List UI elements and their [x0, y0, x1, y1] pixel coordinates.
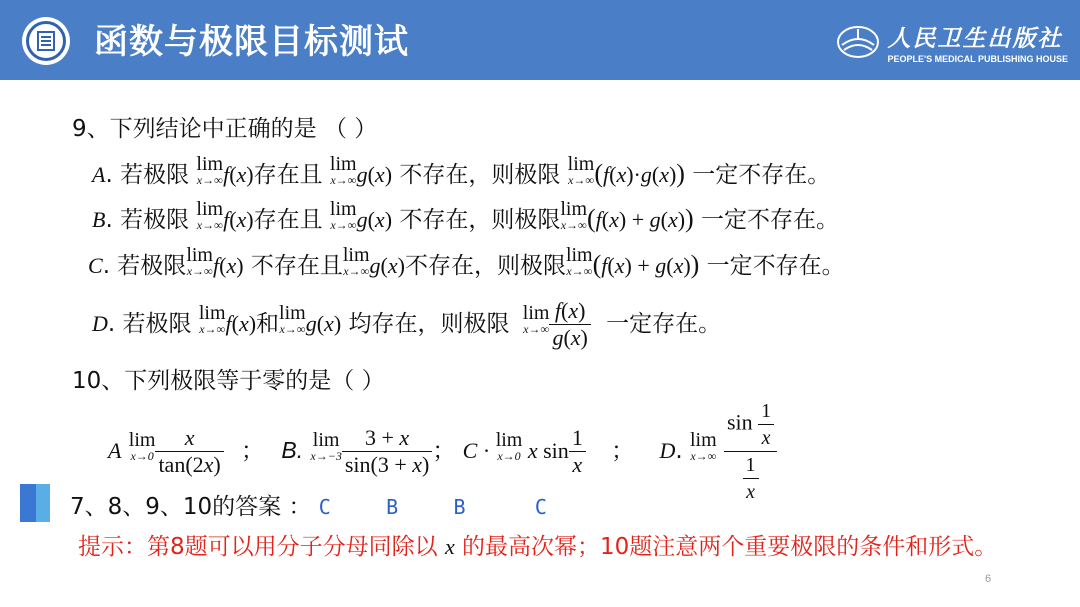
question-10-stem: 10、下列极限等于零的是（ ） — [72, 368, 385, 394]
question-9-option-d: D. 若极限 lim x→∞ f(x)和lim x→∞ g(x) 均存在，则极限 lim x→∞ $\frac{f(x)}{g(x)}$ 一定存在。 — [92, 298, 722, 350]
answer-marker-light — [36, 484, 50, 522]
hint-text: 提示：第8题可以用分子分母同除以 x 的最高次幂；10题注意两个重要极限的条件和形式。 — [78, 534, 998, 560]
answer-label: 7、8、9、10的答案 ： — [70, 494, 312, 520]
question-9-option-c: C. 若极限lim x→∞ f(x) 不存在且lim x→∞ g(x)不存在，则极限lim x→∞ (f(x) + g(x)) 一定不存在。 — [88, 244, 845, 279]
publisher-name-en: PEOPLE'S MEDICAL PUBLISHING HOUSE — [887, 54, 1068, 64]
page-title: 函数与极限目标测试 — [94, 22, 409, 62]
publisher-name-cn: 人民卫生出版社 — [887, 25, 1063, 52]
question-9-option-a: A. 若极限 lim x→∞ f(x)存在且 lim x→∞ g(x) 不存在，则极限 lim x→∞ (f(x)·g(x)) 一定不存在。 — [92, 153, 831, 188]
answer-line — [70, 488, 547, 521]
publisher-emblem-icon — [836, 25, 880, 59]
answer-marker — [20, 484, 36, 522]
title-bar — [0, 0, 1080, 80]
question-9-stem: 9、下列结论中正确的是 （ ） — [72, 116, 378, 142]
question-10-options: A lim x→0 $\frac{x}{\tan(2x)}$ ； B. lim x→−3 $\frac{3 + x}{\sin(3 + x)}$ ； C · lim x→0 x sin $\frac{1}{x}$ ； D. lim x→∞ sin $\frac{1}{x}$ $\frac{1}{x}$ — [108, 398, 777, 505]
answer-value: C — [534, 495, 547, 519]
document-icon — [22, 17, 70, 65]
answer-value: B — [386, 495, 399, 519]
question-9-option-b: B. 若极限 lim x→∞ f(x)存在且 lim x→∞ g(x) 不存在，则极限lim x→∞ (f(x) + g(x)) 一定不存在。 — [92, 198, 840, 233]
publisher-logo — [836, 20, 1069, 64]
answer-value: B — [453, 495, 466, 519]
answer-value: C — [318, 495, 331, 519]
page-number: 6 — [985, 573, 992, 585]
